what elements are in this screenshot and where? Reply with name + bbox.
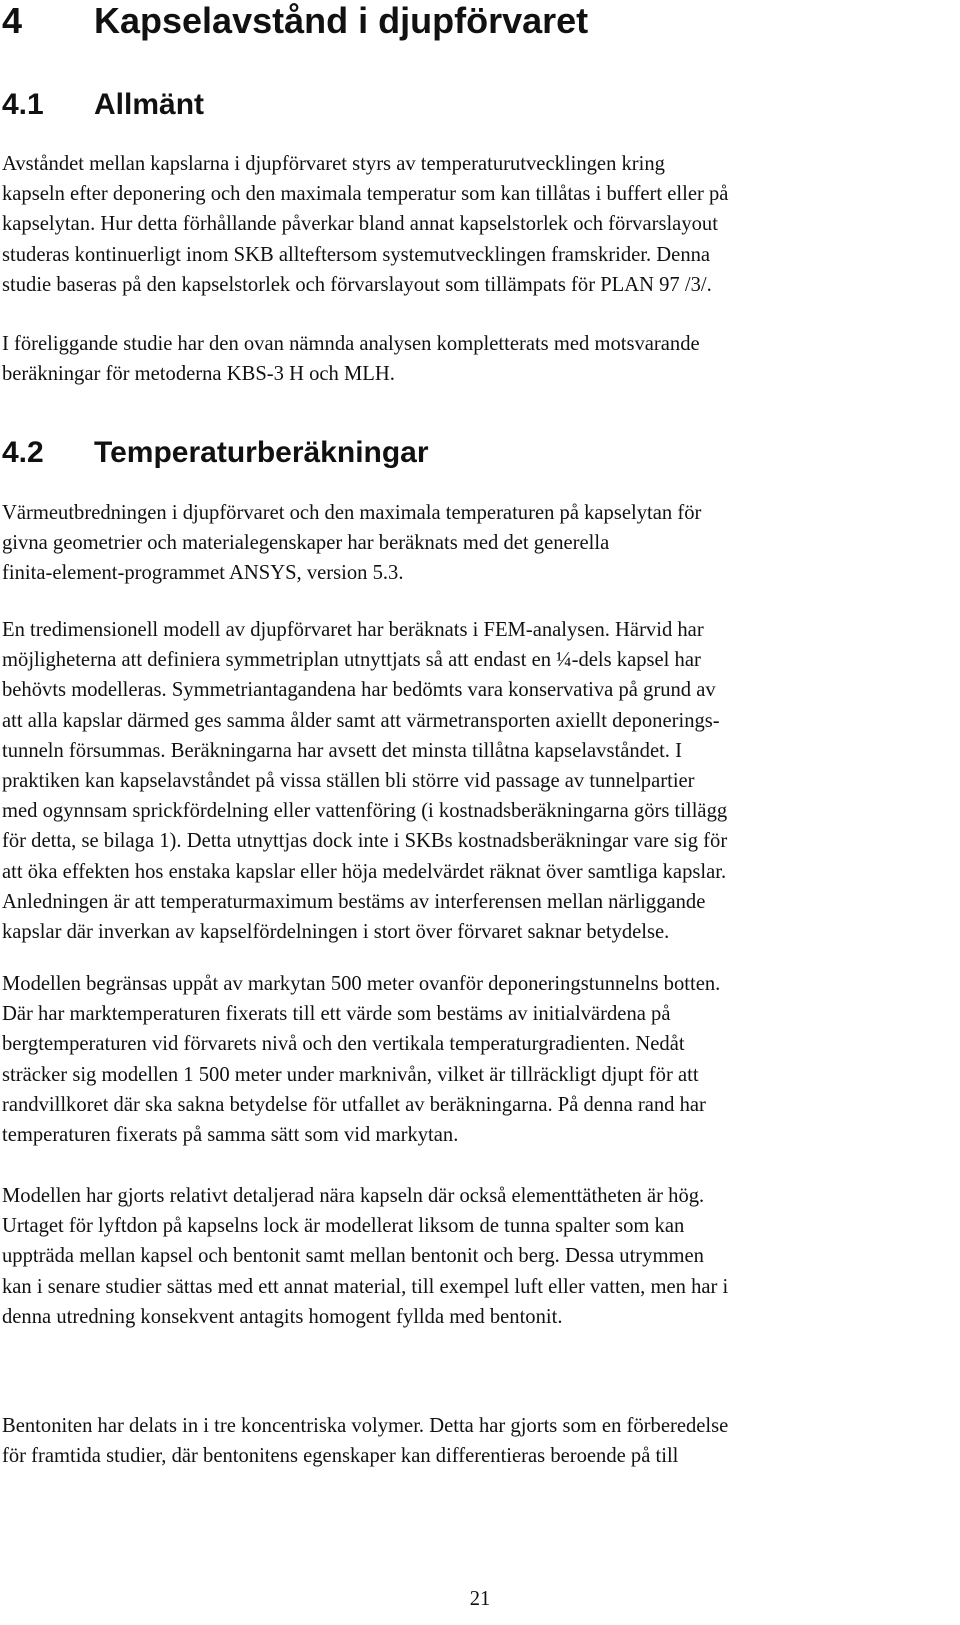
text-line: uppträda mellan kapsel och bentonit samt mellan bentonit och berg. Dessa utrymmen [2, 1245, 704, 1268]
text-line: kan i senare studier sättas med ett annat material, till exempel luft eller vatten, men har i [2, 1275, 729, 1298]
text-line: givna geometrier och materialegenskaper har beräknats med det generella [2, 532, 610, 555]
section-title: Allmänt [94, 88, 205, 121]
text-line: möjligheterna att definiera symmetriplan utnyttjats så att endast en ¼-dels kapsel har [2, 649, 701, 672]
paragraph [2, 149, 930, 300]
paragraph [2, 329, 930, 389]
paragraph [2, 498, 930, 589]
text-line: Modellen begränsas uppåt av markytan 500 meter ovanför deponeringstunnelns botten. [2, 973, 721, 995]
text-line: sträcker sig modellen 1 500 meter under marknivån, vilket är tillräckligt djupt för att [2, 1063, 699, 1086]
text-line: kapslar där inverkan av kapselfördelningen i stort över förvaret saknar betydelse. [2, 921, 670, 944]
text-line: Modellen har gjorts relativt detaljerad nära kapseln där också elementtätheten är hög. [2, 1185, 705, 1207]
chapter-title: Kapselavstånd i djupförvaret [94, 0, 589, 41]
text-line: tunneln försummas. Beräkningarna har avsett det minsta tillåtna kapselavståndet. I [2, 739, 682, 762]
text-line: Där har marktemperaturen fixerats till ett värde som bestäms av initialvärdena på [2, 1003, 671, 1026]
text-line: Avståndet mellan kapslarna i djupförvaret styrs av temperaturutvecklingen kring [2, 153, 665, 175]
text-line: Anledningen är att temperaturmaximum bestäms av interferensen mellan närliggande [2, 890, 706, 913]
paragraph [2, 615, 930, 947]
page-number: 21 [469, 1588, 491, 1610]
text-line: kapseln efter deponering och den maximala temperatur som kan tillåtas i buffert eller på [2, 183, 729, 206]
text-line: kapselytan. Hur detta förhållande påverkar bland annat kapselstorlek och förvarslayout [2, 213, 718, 236]
paragraph [2, 1181, 930, 1332]
text-line: för framtida studier, där bentonitens egenskaper kan differentieras beroende på till [2, 1445, 679, 1468]
text-line: att alla kapslar därmed ges samma ålder samt att värmetransporten axiellt deponerings- [2, 709, 720, 732]
text-line: med ogynnsam sprickfördelning eller vattenföring (i kostnadsberäkningarna görs tillägg [2, 800, 728, 823]
text-line: denna utredning konsekvent antagits homogent fyllda med bentonit. [2, 1305, 563, 1328]
section-heading-4-2 [2, 435, 429, 471]
text-line: randvillkoret där ska sakna betydelse för utfallet av beräkningarna. På denna rand har [2, 1093, 706, 1116]
paragraph [2, 1411, 930, 1471]
section-heading-4-1 [2, 87, 204, 123]
text-line: Värmeutbredningen i djupförvaret och den maximala temperaturen på kapselytan för [2, 502, 702, 524]
text-line: I föreliggande studie har den ovan nämnda analysen kompletterats med motsvarande [2, 333, 700, 355]
section-title: Temperaturberäkningar [94, 436, 429, 469]
paragraph [2, 969, 930, 1150]
text-line: för detta, se bilaga 1). Detta utnyttjas dock inte i SKBs kostnadsberäkningar vare sig för [2, 830, 728, 853]
text-line: temperaturen fixerats på samma sätt som vid markytan. [2, 1124, 459, 1147]
text-line: finita-element-programmet ANSYS, version 5.3. [2, 562, 404, 585]
text-line: bergtemperaturen vid förvarets nivå och den vertikala temperaturgradienten. Nedåt [2, 1033, 685, 1056]
text-line: behövts modelleras. Symmetriantagandena har bedömts vara konservativa på grund av [2, 679, 716, 702]
text-line: Bentoniten har delats in i tre koncentriska volymer. Detta har gjorts som en förberedelse [2, 1415, 729, 1437]
text-line: att öka effekten hos enstaka kapslar eller höja medelvärdet räknat över samtliga kapslar. [2, 860, 727, 883]
text-line: Urtaget för lyftdon på kapselns lock är modellerat liksom de tunna spalter som kan [2, 1215, 685, 1238]
section-number: 4.2 [2, 436, 44, 469]
chapter-number: 4 [2, 0, 23, 41]
text-line: studeras kontinuerligt inom SKB allteftersom systemutvecklingen framskrider. Denna [2, 243, 711, 266]
text-line: En tredimensionell modell av djupförvaret har beräknats i FEM-analysen. Härvid har [2, 619, 704, 641]
text-line: praktiken kan kapselavståndet på vissa ställen bli större vid passage av tunnelpartier [2, 770, 695, 793]
chapter-heading [2, 0, 588, 42]
text-line: studie baseras på den kapselstorlek och förvarslayout som tillämpats för PLAN 97 /3/. [2, 273, 712, 296]
section-number: 4.1 [2, 88, 44, 121]
text-line: beräkningar för metoderna KBS-3 H och MLH. [2, 363, 395, 386]
